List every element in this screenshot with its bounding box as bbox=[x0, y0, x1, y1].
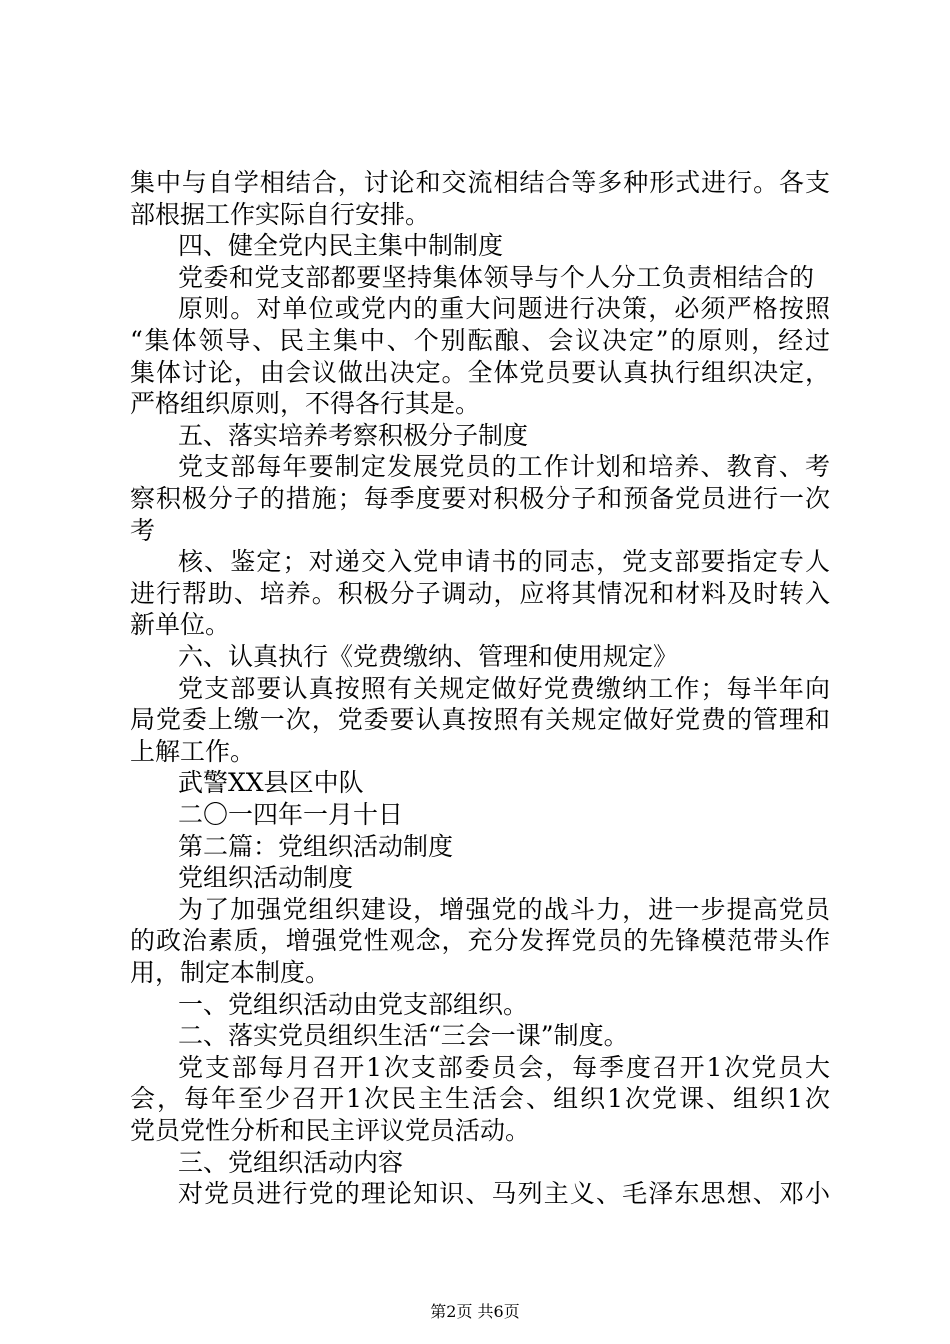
text-line: 严格组织原则，不得各行其是。 bbox=[130, 389, 481, 418]
text-line: 党支部每月召开1次支部委员会，每季度召开1次党员大 bbox=[178, 1053, 830, 1082]
text-line: 三、党组织活动内容 bbox=[178, 1148, 404, 1177]
text-line: 第二篇：党组织活动制度 bbox=[178, 832, 454, 861]
text-line: 集中与自学相结合，讨论和交流相结合等多种形式进行。各支 bbox=[130, 168, 830, 197]
text-line: 的政治素质，增强党性观念，充分发挥党员的先锋模范带头作 bbox=[130, 926, 830, 955]
text-line: 四、健全党内民主集中制制度 bbox=[178, 231, 504, 260]
text-line: 核、鉴定；对递交入党申请书的同志，党支部要指定专人 bbox=[178, 547, 830, 576]
text-line: 察积极分子的措施；每季度要对积极分子和预备党员进行一次 bbox=[130, 484, 830, 513]
text-line: 武警XX县区中队 bbox=[178, 768, 364, 797]
text-line: 部根据工作实际自行安排。 bbox=[130, 200, 431, 229]
text-line: 六、认真执行《党费缴纳、管理和使用规定》 bbox=[178, 642, 679, 671]
text-line: 二、落实党员组织生活“三会一课”制度。 bbox=[178, 1021, 629, 1050]
text-line: 对党员进行党的理论知识、马列主义、毛泽东思想、邓小 bbox=[178, 1179, 830, 1208]
text-line: 一、党组织活动由党支部组织。 bbox=[178, 990, 529, 1019]
text-line: “集体领导、民主集中、个别酝酿、会议决定”的原则，经过 bbox=[130, 326, 830, 355]
page-footer: 第2页 共6页 bbox=[430, 1302, 520, 1321]
text-line: 为了加强党组织建设，增强党的战斗力，进一步提高党员 bbox=[178, 895, 830, 924]
text-line: 集体讨论，由会议做出决定。全体党员要认真执行组织决定， bbox=[130, 358, 830, 387]
text-line: 新单位。 bbox=[130, 610, 231, 639]
text-line: 上解工作。 bbox=[130, 737, 256, 766]
text-line: 用，制定本制度。 bbox=[130, 958, 331, 987]
text-line: 会，每年至少召开1次民主生活会、组织1次党课、组织1次 bbox=[130, 1084, 830, 1113]
text-line: 党员党性分析和民主评议党员活动。 bbox=[130, 1116, 531, 1145]
text-line: 二〇一四年一月十日 bbox=[178, 800, 404, 829]
text-line: 考 bbox=[130, 516, 156, 545]
text-line: 党组织活动制度 bbox=[178, 863, 354, 892]
text-line: 党支部要认真按照有关规定做好党费缴纳工作；每半年向 bbox=[178, 674, 830, 703]
text-line: 五、落实培养考察积极分子制度 bbox=[178, 421, 529, 450]
text-line: 局党委上缴一次，党委要认真按照有关规定做好党费的管理和 bbox=[130, 705, 830, 734]
text-line: 进行帮助、培养。积极分子调动，应将其情况和材料及时转入 bbox=[130, 579, 830, 608]
text-line: 党支部每年要制定发展党员的工作计划和培养、教育、考 bbox=[178, 452, 830, 481]
text-line: 原则。对单位或党内的重大问题进行决策，必须严格按照 bbox=[178, 294, 830, 323]
text-line: 党委和党支部都要坚持集体领导与个人分工负责相结合的 bbox=[178, 263, 814, 292]
